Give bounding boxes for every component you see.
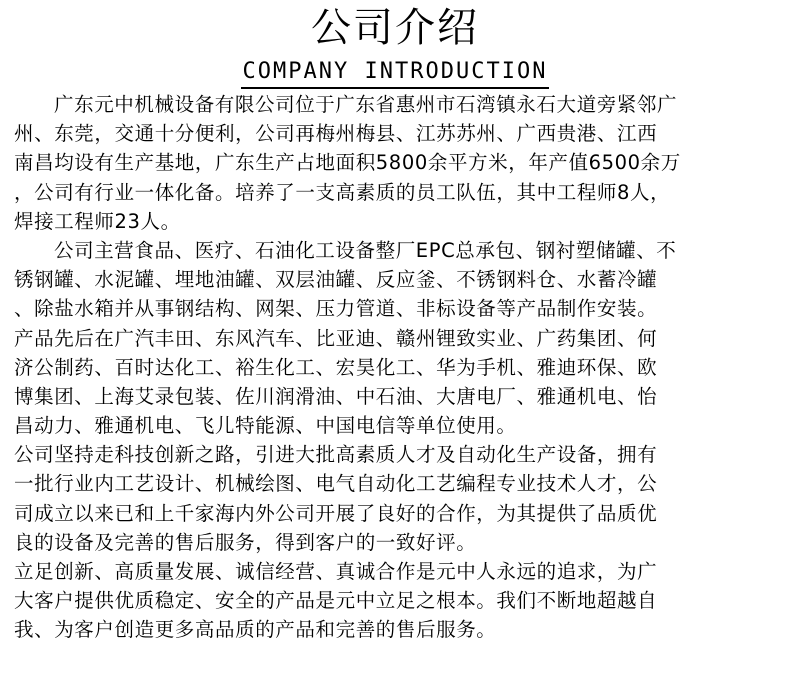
text-line: 昌动力、雅通机电、飞儿特能源、中国电信等单位使用。 bbox=[14, 414, 517, 438]
text-line: 济公制药、百时达化工、裕生化工、宏昊化工、华为手机、雅迪环保、欧 bbox=[14, 355, 658, 379]
subtitle-text: COMPANY INTRODUCTION bbox=[241, 58, 550, 89]
text-line: 大客户提供优质稳定、安全的产品是元中立足之根本。我们不断地超越自 bbox=[14, 589, 658, 613]
text-line: 锈钢罐、水泥罐、埋地油罐、双层油罐、反应釜、不锈钢料仓、水蓄冷罐 bbox=[14, 268, 658, 292]
text-line: ，公司有行业一体化备。培养了一支高素质的员工队伍，其中工程师8人， bbox=[14, 180, 671, 204]
page-title: 公司介绍 bbox=[311, 5, 479, 51]
text-line: 司成立以来已和上千家海内外公司开展了良好的合作，为其提供了品质优 bbox=[14, 501, 658, 525]
text-line: 博集团、上海艾录包装、佐川润滑油、中石油、大唐电厂、雅通机电、怡 bbox=[14, 384, 658, 408]
text-line: 我、为客户创造更多高品质的产品和完善的售后服务。 bbox=[14, 618, 497, 642]
text-line: 立足创新、高质量发展、诚信经营、真诚合作是元中人永远的追求，为广 bbox=[14, 560, 658, 583]
text-line: 产品先后在广汽丰田、东风汽车、比亚迪、赣州锂致实业、广药集团、何 bbox=[14, 326, 658, 350]
text-line: 公司坚持走科技创新之路，引进大批高素质人才及自动化生产设备，拥有 bbox=[14, 443, 658, 467]
text-line: 良的设备及完善的售后服务，得到客户的一致好评。 bbox=[14, 530, 477, 554]
text-line: 南昌均设有生产基地，广东生产占地面积5800余平方米，年产值6500余万 bbox=[14, 151, 681, 175]
text-line: 、除盐水箱并从事钢结构、网架、压力管道、非标设备等产品制作安装。 bbox=[14, 297, 658, 321]
text-line: 焊接工程师23人。 bbox=[14, 209, 181, 233]
text-line: 州、东莞，交通十分便利，公司再梅州梅县、江苏苏州、广西贵港、江西 bbox=[14, 122, 658, 146]
text-line: 广东元中机械设备有限公司位于广东省惠州市石湾镇永石大道旁紧邻广 bbox=[54, 93, 678, 116]
page-subtitle bbox=[0, 58, 790, 89]
text-line: 公司主营食品、医疗、石油化工设备整厂EPC总承包、钢衬塑储罐、不 bbox=[54, 238, 677, 262]
text-line: 一批行业内工艺设计、机械绘图、电气自动化工艺编程专业技术人才，公 bbox=[14, 472, 658, 496]
intro-body bbox=[14, 90, 779, 645]
